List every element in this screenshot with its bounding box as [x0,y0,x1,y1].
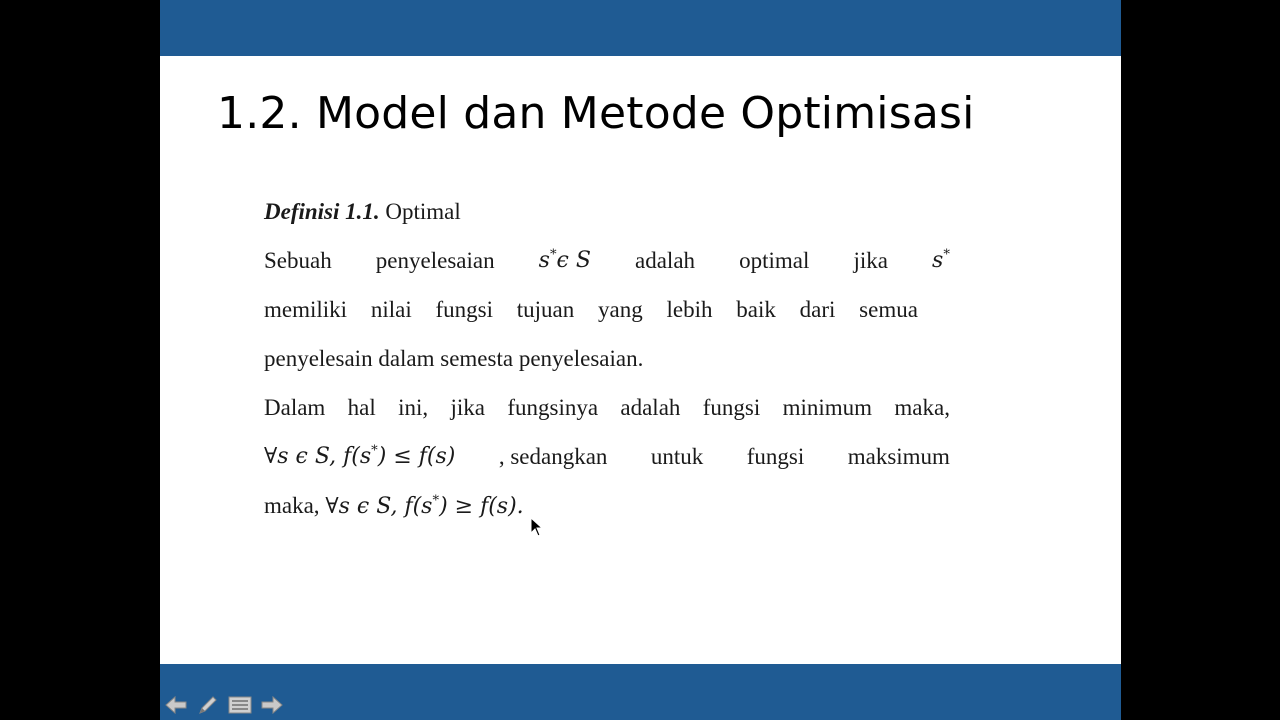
word: , sedangkan [498,444,608,469]
slide-title: 1.2. Model dan Metode Optimisasi [217,88,975,139]
slide-bottom-band [160,664,1121,720]
menu-icon[interactable] [227,692,253,718]
paragraph2-line3 [264,490,950,539]
paragraph2-line2 [264,441,950,490]
word: semua [859,297,918,322]
math-s-star: s* [932,247,950,273]
paragraph1-line2 [264,294,918,343]
paragraph2-line1 [264,392,950,441]
word: optimal [739,248,810,273]
paragraph1-line1 [264,245,950,294]
word: maka, [894,395,950,420]
pen-icon[interactable] [195,692,221,718]
mouse-pointer-icon [530,517,544,537]
word: Dalam [264,395,326,420]
word: fungsinya [507,395,599,420]
word: maka, [264,493,326,518]
word: untuk [650,444,704,469]
word: memiliki [264,297,348,322]
arrow-right-icon[interactable] [259,692,285,718]
definition-name: Optimal [379,199,461,224]
paragraph1-line3: penyelesain dalam semesta penyelesaian. [264,346,644,371]
word: adalah [620,395,681,420]
word: Sebuah [264,248,332,273]
math-minimum-condition: ∀s ϵ S, f(s*) ≤ f(s) [264,443,456,469]
word: penyelesaian [375,248,495,273]
arrow-left-icon[interactable] [163,692,189,718]
word: jika [853,248,888,273]
word: nilai [370,297,412,322]
word: hal [347,395,376,420]
word: jika [450,395,485,420]
word: fungsi [435,297,493,322]
word: tujuan [516,297,575,322]
word: adalah [635,248,696,273]
word: fungsi [702,395,761,420]
word: baik [736,297,776,322]
word: ini, [398,395,429,420]
slide-top-band [160,0,1121,56]
word: yang [598,297,643,322]
math-maximum-condition: ∀s ϵ S, f(s*) ≥ f(s). [325,493,524,519]
slide [160,0,1121,720]
math-s-star-in-S: s*ϵ S [538,247,591,273]
word: dari [799,297,836,322]
slideshow-controls [163,692,285,718]
word: lebih [666,297,713,322]
word: fungsi [746,444,805,469]
word: maksimum [847,444,950,469]
slide-content [264,196,950,539]
definition-heading [264,196,950,245]
definition-label: Definisi 1.1. [264,199,380,224]
word: minimum [782,395,873,420]
